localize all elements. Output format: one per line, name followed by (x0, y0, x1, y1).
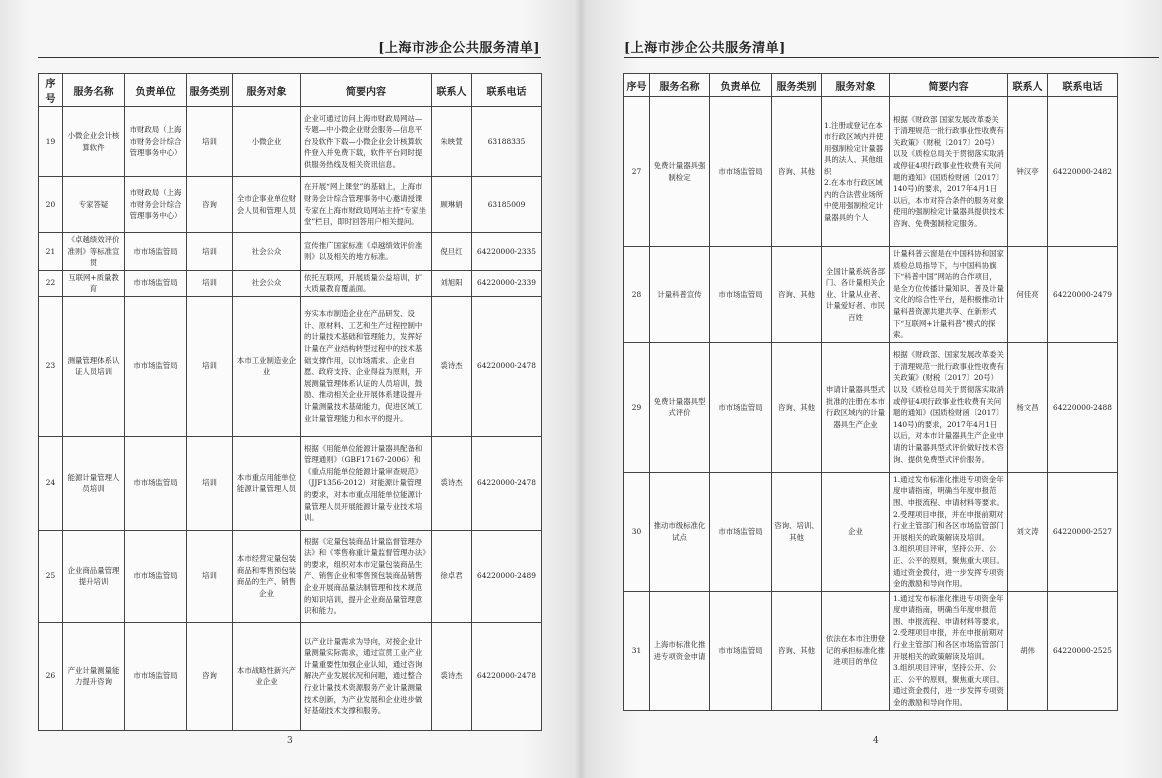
contact-person: 刘旭阳 (432, 270, 472, 296)
contact-phone: 64220000-2339 (472, 270, 542, 296)
service-name: 能源计量管理人员培训 (63, 436, 125, 530)
service-category: 咨询 (187, 622, 233, 730)
contact-person: 顾琳娟 (432, 177, 472, 233)
responsible-unit: 市市场监管局 (710, 247, 772, 343)
service-target: 本市战略性新兴产业企业 (233, 622, 301, 730)
service-description: 根据《财政部、国家发展改革委关于清理规范一批行政事业性收费有关政策》(财税〔2017〕20号）以及《质检总局关于贯彻落实取消或停征4项行政事业性收费有关问题的通知》(国质检财函〔2017〕140号)的要求，2017年4月1日以后，对本市计量器具生产企业申请的计量器具型式评价做好技术咨询、提供免费型式评价服务。 (890, 342, 1008, 472)
responsible-unit: 市市场监管局 (125, 622, 187, 730)
contact-person: 杨文昌 (1008, 342, 1048, 472)
service-category: 培训 (187, 107, 233, 177)
service-name: 测量管理体系认证人员培训 (63, 296, 125, 436)
table-row (39, 177, 542, 233)
column-header-service-category: 服务类别 (772, 74, 822, 97)
page-header-title: [上海市涉企公共服务清单] (624, 41, 786, 56)
row-number: 29 (624, 342, 650, 472)
service-category: 培训 (187, 296, 233, 436)
column-header-row-number: 序号 (39, 74, 63, 107)
column-header-contact-person: 联系人 (432, 74, 472, 107)
contact-phone: 64220000-2489 (472, 530, 542, 622)
contact-phone: 64220000-2479 (1048, 247, 1118, 343)
service-description: 夯实本市制造企业在产品研发、设计、原材料、工艺和生产过程控制中的计量技术基础和管理能力，发挥好计量在产业结构转型过程中的技术基础支撑作用，以市场需求、企业自愿、政府支持、企业得益为原则，开展测量管理体系认证的人员培训，鼓励、推动相关企业开展体系建设提升计量测量技术基础能力，促进区域工业计量管理能力和水平的提升。 (301, 296, 432, 436)
service-name: 免费计量器具型式评价 (650, 342, 710, 472)
service-category: 咨询、其他 (772, 247, 822, 343)
service-description: 宣传推广国家标准《卓越绩效评价准则》以及相关的地方标准。 (301, 233, 432, 271)
service-target: 申请计量器具型式批准的注册在本市行政区域内的计量器具生产企业 (822, 342, 890, 472)
row-number: 25 (39, 530, 63, 622)
contact-person: 钟汉亭 (1008, 97, 1048, 247)
column-header-service-name: 服务名称 (650, 74, 710, 97)
table-row (39, 107, 542, 177)
responsible-unit: 市市场监管局 (710, 591, 772, 710)
table-row (624, 591, 1118, 710)
page-number: 4 (873, 736, 879, 746)
responsible-unit: 市市场监管局 (125, 270, 187, 296)
service-name: 产业计量测量能力提升咨询 (63, 622, 125, 730)
responsible-unit: 市市场监管局 (710, 342, 772, 472)
column-header-service-description: 简要内容 (890, 74, 1008, 97)
row-number: 24 (39, 436, 63, 530)
service-target: 社会公众 (233, 270, 301, 296)
table-row (39, 436, 542, 530)
service-category: 培训 (187, 233, 233, 271)
service-name: 专家答疑 (63, 177, 125, 233)
responsible-unit: 市市场监管局 (710, 97, 772, 247)
service-target: 本市经营定量包装商品和零售预包装商品的生产、销售企业 (233, 530, 301, 622)
contact-person: 裘诗杰 (432, 436, 472, 530)
contact-person: 徐卓君 (432, 530, 472, 622)
responsible-unit: 市市场监管局 (125, 233, 187, 271)
table-row (624, 342, 1118, 472)
row-number: 30 (624, 472, 650, 591)
responsible-unit: 市财政局（上海市财务会计综合管理事务中心） (125, 107, 187, 177)
service-description: 企业可通过访问上海市财政局网站—专题—中小微企业财会服务—信息平台及软件下载—小微企业会计核算软件登入并免费下载，软件平台同时提供服务热线及相关资讯信息。 (301, 107, 432, 177)
service-description: 以产业计量需求为导向，对接企业计量测量实际需求，通过宣贯工业产业计量重要性加强企业认知，通过咨询解决产业发展状况和问题，通过整合行业计量技术资源服务产业计量测量技术创新，为产业发展和企业进步做好基础技术支撑和服务。 (301, 622, 432, 730)
service-name: 推动市级标准化试点 (650, 472, 710, 591)
row-number: 27 (624, 97, 650, 247)
table-row (624, 472, 1118, 591)
contact-phone: 64220000-2478 (472, 622, 542, 730)
table-row (39, 622, 542, 730)
contact-person: 裘诗杰 (432, 622, 472, 730)
table-row (624, 97, 1118, 247)
contact-phone: 64220000-2335 (472, 233, 542, 271)
contact-phone: 63185009 (472, 177, 542, 233)
column-header-responsible-unit: 负责单位 (710, 74, 772, 97)
contact-phone: 64220000-2478 (472, 436, 542, 530)
contact-phone: 64220000-2488 (1048, 342, 1118, 472)
service-description: 依托互联网，开展质量公益培训，扩大质量教育覆盖面。 (301, 270, 432, 296)
service-name: 互联网+质量教育 (63, 270, 125, 296)
service-category: 咨询、其他 (772, 591, 822, 710)
column-header-contact-phone: 联系电话 (1048, 74, 1118, 97)
table-header-row (39, 74, 542, 107)
service-target: 1.注册或登记在本市行政区域内并使用强制检定计量器具的法人、其他组织 2.在本市行政区域内的合法营业场所中使用强制检定计量器具的个人 (822, 97, 890, 247)
contact-person: 倪旦红 (432, 233, 472, 271)
service-category: 咨询、其他 (772, 342, 822, 472)
service-target: 社会公众 (233, 233, 301, 271)
column-header-contact-phone: 联系电话 (472, 74, 542, 107)
column-header-responsible-unit: 负责单位 (125, 74, 187, 107)
table-row (39, 270, 542, 296)
service-table-right (623, 73, 1118, 711)
header-rule (624, 57, 1159, 58)
service-description: 1.通过发布标准化推进专项资金年度申请指南，明确当年度申报范围、申报流程、申请材料等要求。 2.受理项目申报，并在申报前期对行业主管部门和各区市场监管部门开展相关的政策解读及培训。 3.组织项目评审，坚持公开、公正、公平的原则，聚焦重大项目。通过资金拨付，进一步发挥专项资金的激励和导向作用。 (890, 591, 1008, 710)
service-category: 咨询、培训、其他 (772, 472, 822, 591)
page-header-title: [上海市涉企公共服务清单] (378, 41, 540, 56)
right-page (581, 0, 1162, 778)
service-target: 本市重点用能单位能源计量管理人员 (233, 436, 301, 530)
table-header-row (624, 74, 1118, 97)
service-name: 免费计量器具强制检定 (650, 97, 710, 247)
contact-phone: 64220000-2482 (1048, 97, 1118, 247)
contact-person: 朱映萱 (432, 107, 472, 177)
page-number: 3 (287, 736, 293, 746)
responsible-unit: 市市场监管局 (710, 472, 772, 591)
service-description: 在开展“网上课堂”的基础上，上海市财务会计综合管理事务中心邀请授课专家在上海市财政局网站主持“专家坐堂”栏目，即时回答用户相关提问。 (301, 177, 432, 233)
column-header-service-category: 服务类别 (187, 74, 233, 107)
responsible-unit: 市市场监管局 (125, 530, 187, 622)
service-target: 全市企事业单位财会人员和管理人员 (233, 177, 301, 233)
row-number: 31 (624, 591, 650, 710)
service-name: 企业商品量管理提升培训 (63, 530, 125, 622)
table-row (39, 233, 542, 271)
service-name: 《卓越绩效评价准则》等标准宣贯 (63, 233, 125, 271)
contact-phone: 64220000-2525 (1048, 591, 1118, 710)
service-target: 依法在本市注册登记的承担标准化推进项目的单位 (822, 591, 890, 710)
service-category: 咨询 (187, 177, 233, 233)
service-category: 咨询、其他 (772, 97, 822, 247)
service-name: 上海市标准化推进专项资金申请 (650, 591, 710, 710)
row-number: 22 (39, 270, 63, 296)
service-category: 培训 (187, 530, 233, 622)
service-description: 根据《定量包装商品计量监督管理办法》和《零售称重计量监督管理办法》的要求，组织对本市定量包装商品生产、销售企业和零售预包装商品销售企业开展商品量法制管理和技术规范的知识培训，提升企业商品量管理意识和能力。 (301, 530, 432, 622)
service-category: 培训 (187, 436, 233, 530)
contact-phone: 63188335 (472, 107, 542, 177)
table-row (624, 247, 1118, 343)
service-description: 计量科普云窗是在中国科协和国家质检总局指导下，与中国科协旗下“科普中国”网站的合作项目，是全方位传播计量知识、普及计量文化的综合性平台，是积极推动计量科普资源共建共享、在新形式下“互联网+计量科普”模式的探索。 (890, 247, 1008, 343)
service-target: 小微企业 (233, 107, 301, 177)
table-row (39, 530, 542, 622)
service-target: 本市工业制造业企业 (233, 296, 301, 436)
row-number: 19 (39, 107, 63, 177)
table-row (39, 296, 542, 436)
responsible-unit: 市财政局（上海市财务会计综合管理事务中心） (125, 177, 187, 233)
column-header-service-target: 服务对象 (822, 74, 890, 97)
contact-person: 裘诗杰 (432, 296, 472, 436)
responsible-unit: 市市场监管局 (125, 436, 187, 530)
service-description: 根据《用能单位能源计量器具配备和管理通则》（GBF17167-2006）和《重点用能单位能源计量审查规范》（JJF1356-2012）对能源计量管理的要求，对本市重点用能单位能源计量管理人员开展能源计量专业技术培训。 (301, 436, 432, 530)
column-header-contact-person: 联系人 (1008, 74, 1048, 97)
row-number: 21 (39, 233, 63, 271)
row-number: 20 (39, 177, 63, 233)
header-rule (38, 57, 541, 58)
row-number: 28 (624, 247, 650, 343)
column-header-row-number: 序号 (624, 74, 650, 97)
service-name: 计量科普宣传 (650, 247, 710, 343)
column-header-service-target: 服务对象 (233, 74, 301, 107)
service-target: 全国计量系统各部门、各计量相关企业、计量从业者、计量爱好者、市民百姓 (822, 247, 890, 343)
row-number: 26 (39, 622, 63, 730)
row-number: 23 (39, 296, 63, 436)
responsible-unit: 市市场监管局 (125, 296, 187, 436)
service-description: 1.通过发布标准化推进专项资金年度申请指南，明确当年度申报范围、申报流程、申请材料等要求。 2.受理项目申报，并在申报前期对行业主管部门和各区市场监管部门开展相关的政策解读及培训。 3.组织项目评审，坚持公开、公正、公平的原则，聚焦重大项目。通过资金拨付，进一步发挥专项资金的激励和导向作用。 (890, 472, 1008, 591)
contact-phone: 64220000-2478 (472, 296, 542, 436)
service-category: 培训 (187, 270, 233, 296)
contact-person: 刘文涛 (1008, 472, 1048, 591)
column-header-service-description: 简要内容 (301, 74, 432, 107)
contact-person: 何佳亮 (1008, 247, 1048, 343)
service-table-left (38, 73, 542, 731)
service-name: 小微企业会计核算软件 (63, 107, 125, 177)
contact-phone: 64220000-2527 (1048, 472, 1118, 591)
service-description: 根据《财政部 国家发展改革委关于清理规范一批行政事业性收费有关政策》（财税〔2017〕20号）以及《质检总局关于贯彻落实取消或停征4项行政事业性收费有关问题的通知》(国质检财函〔2017〕140号)的要求，2017年4月1日以后，本市对符合条件的服务对象使用的强制检定计量器具提供技术咨询、免费强制检定服务。 (890, 97, 1008, 247)
service-target: 企业 (822, 472, 890, 591)
contact-person: 胡伟 (1008, 591, 1048, 710)
column-header-service-name: 服务名称 (63, 74, 125, 107)
